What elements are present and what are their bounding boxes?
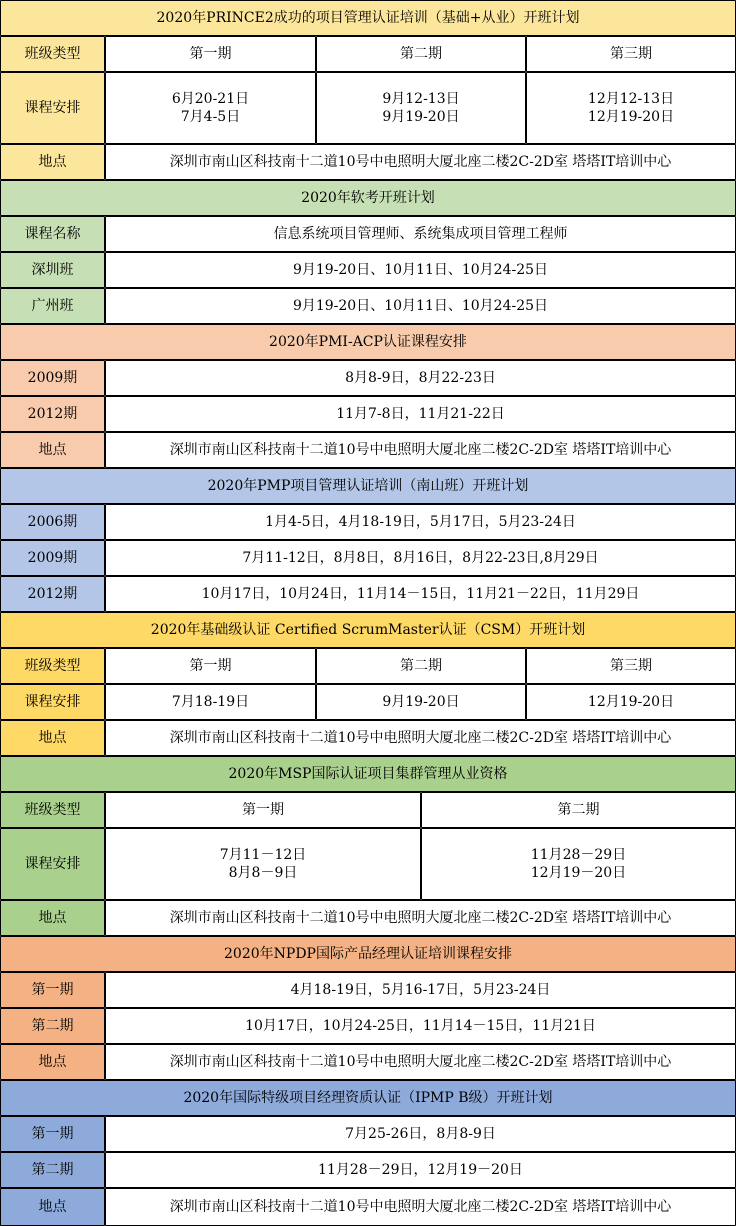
pmiacp-location-text: 深圳市南山区科技南十二道10号中电照明大厦北座二楼2C-2D室 塔塔IT培训中心	[169, 442, 672, 458]
ipmp-title	[0, 1080, 736, 1116]
msp-title	[0, 756, 736, 792]
ruankao-shenzhen-label-text: 深圳班	[31, 262, 74, 278]
msp-location-text: 深圳市南山区科技南十二道10号中电照明大厦北座二楼2C-2D室 塔塔IT培训中心	[169, 910, 672, 926]
pmiacp-row-1-label	[0, 360, 105, 396]
ipmp-row-2-label-text: 第二期	[31, 1162, 74, 1178]
prince2-location-label-text: 地点	[38, 154, 67, 170]
prince2-title	[0, 0, 736, 36]
prince2-class-type-label	[0, 36, 105, 72]
ruankao-title	[0, 180, 736, 216]
csm-phase-1-text: 第一期	[189, 658, 232, 674]
ipmp-row-1-label	[0, 1116, 105, 1152]
pmiacp-row-2-label-text: 2012期	[27, 406, 78, 422]
pmp-row-1-label	[0, 504, 105, 540]
npdp-row-2-text: 10月17日，10月24-25日，11月14－15日，11月21日	[245, 1018, 596, 1034]
ruankao-guangzhou-text: 9月19-20日、10月11日、10月24-25日	[292, 298, 549, 314]
prince2-phase-2-text: 第二期	[400, 46, 442, 62]
ipmp-row-2	[105, 1152, 736, 1188]
npdp-row-1-label-text: 第一期	[31, 982, 74, 998]
ruankao-guangzhou-label	[0, 288, 105, 324]
msp-schedule-2-background	[421, 828, 736, 900]
ipmp-location	[105, 1188, 736, 1226]
prince2-schedule-1-line-1: 6月20-21日	[171, 91, 250, 107]
msp-schedule-1-line-2: 8月8－9日	[228, 865, 298, 881]
msp-phase-2-text: 第二期	[557, 802, 600, 818]
msp-schedule-1	[105, 828, 421, 900]
prince2-phase-1-text: 第一期	[189, 46, 232, 62]
prince2-phase-2	[316, 36, 526, 72]
pmiacp-location	[105, 432, 736, 468]
csm-schedule-label	[0, 684, 105, 720]
csm-location-text: 深圳市南山区科技南十二道10号中电照明大厦北座二楼2C-2D室 塔塔IT培训中心	[169, 730, 672, 746]
ipmp-row-1	[105, 1116, 736, 1152]
ipmp-row-1-label-text: 第一期	[31, 1126, 74, 1142]
npdp-row-2-label-text: 第二期	[31, 1018, 74, 1034]
npdp-location	[105, 1044, 736, 1080]
prince2-phase-3-text: 第三期	[610, 46, 652, 62]
pmp-row-1	[105, 504, 736, 540]
pmp-row-1-label-text: 2006期	[27, 514, 78, 530]
msp-phase-1	[105, 792, 421, 828]
csm-title	[0, 612, 736, 648]
prince2-schedule-3	[526, 72, 736, 144]
prince2-location-text: 深圳市南山区科技南十二道10号中电照明大厦北座二楼2C-2D室 塔塔IT培训中心	[169, 154, 672, 170]
pmiacp-row-2-text: 11月7-8日，11月21-22日	[336, 406, 505, 422]
msp-schedule-1-line-1: 7月11－12日	[219, 847, 307, 863]
pmiacp-title-text: 2020年PMI-ACP认证课程安排	[269, 334, 467, 350]
csm-phase-2-text: 第二期	[400, 658, 442, 674]
npdp-row-1	[105, 972, 736, 1008]
csm-class-type-label-text: 班级类型	[24, 658, 81, 674]
pmiacp-row-2	[105, 396, 736, 432]
csm-schedule-label-text: 课程安排	[24, 694, 81, 710]
csm-phase-2	[316, 648, 526, 684]
prince2-schedule-3-line-1: 12月12-13日	[587, 91, 675, 107]
prince2-schedule-label-text: 课程安排	[24, 100, 81, 116]
npdp-row-1-label	[0, 972, 105, 1008]
prince2-title-text: 2020年PRINCE2成功的项目管理认证培训（基础+从业）开班计划	[156, 10, 580, 26]
ruankao-course-label	[0, 216, 105, 252]
msp-schedule-2	[421, 828, 736, 900]
prince2-schedule-1-background	[105, 72, 316, 144]
msp-phase-1-text: 第一期	[242, 802, 284, 818]
msp-schedule-1-background	[105, 828, 421, 900]
prince2-schedule-2	[316, 72, 526, 144]
prince2-location-label	[0, 144, 105, 180]
msp-location-label	[0, 900, 105, 936]
npdp-location-label	[0, 1044, 105, 1080]
pmp-title	[0, 468, 736, 504]
csm-schedule-3-text: 12月19-20日	[587, 694, 675, 710]
csm-schedule-2-text: 9月19-20日	[382, 694, 460, 710]
prince2-schedule-1	[105, 72, 316, 144]
msp-schedule-label-text: 课程安排	[24, 856, 81, 872]
ruankao-shenzhen-label	[0, 252, 105, 288]
pmp-row-3	[105, 576, 736, 612]
prince2-location	[105, 144, 736, 180]
msp-schedule-label	[0, 828, 105, 900]
prince2-schedule-2-line-2: 9月19-20日	[382, 109, 460, 125]
ipmp-location-label-text: 地点	[38, 1199, 67, 1215]
ipmp-row-1-text: 7月25-26日，8月8-9日	[345, 1126, 496, 1142]
ipmp-row-2-text: 11月28－29日，12月19－20日	[318, 1162, 523, 1178]
ruankao-course	[105, 216, 736, 252]
csm-phase-3	[526, 648, 736, 684]
msp-schedule-2-line-2: 12月19－20日	[530, 865, 627, 881]
ipmp-row-2-label	[0, 1152, 105, 1188]
prince2-phase-3	[526, 36, 736, 72]
msp-class-type-label	[0, 792, 105, 828]
pmp-row-1-text: 1月4-5日，4月18-19日，5月17日，5月23-24日	[265, 514, 576, 530]
csm-title-text: 2020年基础级认证 Certified ScrumMaster认证（CSM）开班计划	[150, 622, 586, 638]
csm-schedule-3	[526, 684, 736, 720]
pmiacp-row-1-label-text: 2009期	[27, 370, 78, 386]
pmiacp-row-1	[105, 360, 736, 396]
npdp-title-text: 2020年NPDP国际产品经理认证培训课程安排	[224, 946, 512, 962]
csm-phase-1	[105, 648, 316, 684]
pmp-row-2	[105, 540, 736, 576]
ruankao-shenzhen	[105, 252, 736, 288]
pmp-row-3-label-text: 2012期	[27, 586, 78, 602]
ipmp-title-text: 2020年国际特级项目经理资质认证（IPMP B级）开班计划	[183, 1090, 553, 1106]
pmiacp-row-2-label	[0, 396, 105, 432]
ruankao-guangzhou-label-text: 广州班	[31, 298, 74, 314]
prince2-class-type-label-text: 班级类型	[24, 46, 81, 62]
prince2-schedule-3-line-2: 12月19-20日	[587, 109, 675, 125]
npdp-location-label-text: 地点	[38, 1054, 67, 1070]
prince2-schedule-2-line-1: 9月12-13日	[382, 91, 460, 107]
npdp-row-2	[105, 1008, 736, 1044]
pmp-row-3-text: 10月17日，10月24日，11月14－15日，11月21－22日，11月29日	[201, 586, 640, 602]
prince2-schedule-label	[0, 72, 105, 144]
npdp-location-text: 深圳市南山区科技南十二道10号中电照明大厦北座二楼2C-2D室 塔塔IT培训中心	[169, 1054, 672, 1070]
pmiacp-title	[0, 324, 736, 360]
ruankao-guangzhou	[105, 288, 736, 324]
ruankao-shenzhen-text: 9月19-20日、10月11日、10月24-25日	[292, 262, 549, 278]
prince2-schedule-2-background	[316, 72, 526, 144]
pmiacp-row-1-text: 8月8-9日，8月22-23日	[345, 370, 496, 386]
pmp-row-2-text: 7月11-12日，8月8日，8月16日，8月22-23日,8月29日	[242, 550, 599, 566]
ipmp-location-label	[0, 1188, 105, 1226]
csm-schedule-1	[105, 684, 316, 720]
ruankao-course-label-text: 课程名称	[24, 226, 81, 242]
csm-schedule-2	[316, 684, 526, 720]
msp-phase-2	[421, 792, 736, 828]
msp-schedule-2-line-1: 11月28－29日	[530, 847, 627, 863]
msp-title-text: 2020年MSP国际认证项目集群管理从业资格	[228, 766, 508, 782]
pmp-row-2-label	[0, 540, 105, 576]
npdp-row-1-text: 4月18-19日，5月16-17日，5月23-24日	[290, 982, 551, 998]
csm-phase-3-text: 第三期	[610, 658, 652, 674]
npdp-row-2-label	[0, 1008, 105, 1044]
pmp-row-2-label-text: 2009期	[27, 550, 78, 566]
pmp-title-text: 2020年PMP项目管理认证培训（南山班）开班计划	[207, 478, 529, 494]
msp-location-label-text: 地点	[38, 910, 67, 926]
ipmp-location-text: 深圳市南山区科技南十二道10号中电照明大厦北座二楼2C-2D室 塔塔IT培训中心	[169, 1199, 672, 1215]
prince2-schedule-3-background	[526, 72, 736, 144]
msp-class-type-label-text: 班级类型	[24, 802, 81, 818]
ruankao-title-text: 2020年软考开班计划	[301, 190, 435, 206]
msp-location	[105, 900, 736, 936]
npdp-title	[0, 936, 736, 972]
prince2-phase-1	[105, 36, 316, 72]
pmiacp-location-label-text: 地点	[38, 442, 67, 458]
csm-class-type-label	[0, 648, 105, 684]
pmp-row-3-label	[0, 576, 105, 612]
pmiacp-location-label	[0, 432, 105, 468]
csm-location	[105, 720, 736, 756]
prince2-schedule-1-line-2: 7月4-5日	[180, 109, 241, 125]
ruankao-course-text: 信息系统项目管理师、系统集成项目管理工程师	[273, 226, 568, 242]
csm-location-label	[0, 720, 105, 756]
csm-schedule-1-text: 7月18-19日	[171, 694, 250, 710]
csm-location-label-text: 地点	[38, 730, 67, 746]
